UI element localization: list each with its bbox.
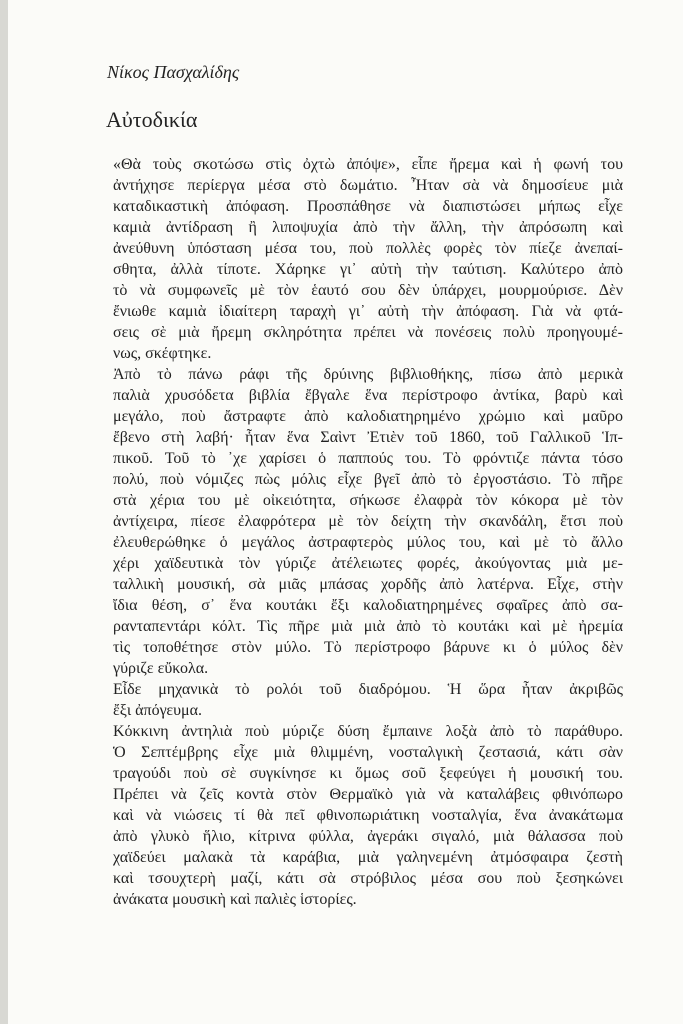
paragraph-3	[103, 679, 623, 721]
paragraph-line: σεις σὲ μιὰ ἤρεμη σκληρότητα πρέπει νὰ πονέσεις πολὺ προηγουμέ-	[113, 324, 623, 341]
paragraph-line: ἔβενο στὴ λαβή· ἦταν ἕνα Σαὶντ Ἐτιὲν τοῦ 1860, τοῦ Γαλλικοῦ Ἱπ-	[113, 429, 623, 446]
paragraph-line: τραγούδι ποὺ σὲ συγκίνησε κι ὅμως σοῦ ξεφεύγει ἡ μουσική του.	[113, 765, 623, 782]
paragraph-line: ρανταπεντάρι κόλτ. Τὶς πῆρε μιὰ μιὰ ἀπὸ τὸ κουτάκι καὶ μὲ ἠρεμία	[113, 618, 623, 635]
paragraph-line: γύριζε εὔκολα.	[113, 660, 209, 677]
document-content	[103, 60, 623, 910]
paragraph-line: χαϊδεύει μαλακὰ τὰ καράβια, μιὰ γαληνεμένη ἀτμόσφαιρα ζεστὴ	[113, 849, 623, 866]
paragraph-line: σθητα, ἀλλὰ τίποτε. Χάρηκε γι᾿ αὐτὴ τὴν ταύτιση. Καλύτερο ἀπὸ	[113, 261, 623, 278]
paragraph-line: ἴδια θέση, σ᾿ ἕνα κουτάκι ἔξι καλοδιατηρημένες σφαῖρες ἀπὸ σα-	[113, 597, 623, 614]
paragraph-line: νως, σκέφτηκε.	[113, 345, 212, 362]
paragraph-line: Ἀπὸ τὸ πάνω ράφι τῆς δρύινης βιβλιοθήκης, πίσω ἀπὸ μερικὰ	[113, 366, 623, 383]
author-name: Νίκος Πασχαλίδης	[107, 62, 240, 82]
paragraph-line: ἀντίχειρα, πίεσε ἐλαφρότερα μὲ τὸν δείχτη τὴν σκανδάλη, ἔτσι ποὺ	[113, 513, 623, 530]
paragraph-line: χέρι χαϊδευτικὰ τὸν γύριζε ἀτέλειωτες φορές, ἀκούγοντας μιὰ με-	[113, 555, 623, 572]
paragraph-line: πολύ, ποὺ νόμιζες πὼς μόλις εἶχε βγεῖ ἀπὸ τὸ ἐργοστάσιο. Τὸ πῆρε	[113, 471, 623, 488]
paragraph-line: καὶ τσουχτερὴ μαζί, κάτι σὰ στρόβιλος μέσα σου ποὺ ξεσηκώνει	[113, 870, 623, 887]
paragraph-line: παλιὰ χρυσόδετα βιβλία ἔβγαλε ἕνα περίστροφο ἀντίκα, βαρὺ καὶ	[113, 387, 623, 404]
paragraph-line: μεγάλο, ποὺ ἄστραφτε ἀπὸ καλοδιατηρημένο χρώμιο καὶ μαῦρο	[113, 408, 623, 425]
paragraph-line: ἔνιωθε καμιὰ ἰδιαίτερη ταραχὴ γι᾿ αὐτὴ τὴν ἀπόφαση. Γιὰ νὰ φτά-	[113, 303, 623, 320]
paragraph-line: στὰ χέρια του μὲ οἰκειότητα, σήκωσε ἐλαφρὰ τὸν κόκορα μὲ τὸν	[113, 492, 623, 509]
paragraph-4	[103, 721, 623, 910]
page-title: Αὐτοδικία	[106, 107, 198, 132]
paragraph-line: καὶ νὰ νιώσεις τί θὰ πεῖ φθινοπωριάτικη νοσταλγία, ἕνα ἀνακάτωμα	[113, 807, 623, 824]
paragraph-line: ἀπὸ γλυκὸ ἥλιο, κίτρινα φύλλα, ἀγεράκι σιγαλό, μιὰ θάλασσα ποὺ	[113, 828, 623, 845]
paragraph-line: «Θὰ τοὺς σκοτώσω στὶς ὀχτὼ ἀπόψε», εἶπε ἤρεμα καὶ ἡ φωνή του	[113, 156, 623, 173]
paragraph-line: ἐλευθερώθηκε ὁ μεγάλος ἀστραφτερὸς μύλος του, καὶ μὲ τὸ ἄλλο	[113, 534, 623, 551]
paragraph-line: Εἶδε μηχανικὰ τὸ ρολόι τοῦ διαδρόμου. Ἡ ὥρα ἦταν ἀκριβῶς	[113, 681, 623, 698]
paragraph-line: Κόκκινη ἀντηλιὰ ποὺ μύριζε δύση ἔμπαινε λοξὰ ἀπὸ τὸ παράθυρο.	[113, 723, 623, 740]
paragraph-line: Πρέπει νὰ ζεῖς κοντὰ στὸν Θερμαϊκὸ γιὰ νὰ καταλάβεις φθινόπωρο	[113, 786, 623, 803]
paragraph-line: ἀνάκατα μουσικὴ καὶ παλιὲς ἱστορίες.	[113, 891, 357, 908]
paragraph-line: καταδικαστικὴ ἀπόφαση. Προσπάθησε νὰ διαπιστώσει μήπως εἶχε	[113, 198, 623, 215]
paragraph-line: ἀνεύθυνη ὑπόσταση μέσα του, ποὺ πολλὲς φορὲς τὸν πίεζε ἀνεπαί-	[113, 240, 623, 257]
paragraph-line: ἔξι ἀπόγευμα.	[113, 702, 203, 719]
paragraph-line: πικοῦ. Τοῦ τὸ ᾽χε χαρίσει ὁ παππούς του. Τὸ φρόντιζε πάντα τόσο	[113, 450, 623, 467]
paragraph-line: ἀντήχησε περίεργα μέσα στὸ δωμάτιο. Ἦταν σὰ νὰ δημοσίευε μιὰ	[113, 177, 623, 194]
paragraph-line: Ὁ Σεπτέμβρης εἶχε μιὰ θλιμμένη, νοσταλγικὴ ζεστασιά, κάτι σὰν	[113, 744, 623, 761]
paragraph-1	[103, 154, 623, 364]
paragraph-line: τὸ νὰ συμφωνεῖς μὲ τὸν ἑαυτό σου δὲν ὑπάρχει, μουρμούρισε. Δὲν	[113, 282, 623, 299]
paragraph-line: ταλλικὴ μουσική, σὰ μιᾶς μπάσας χορδῆς ἀπὸ λατέρνα. Εἶχε, στὴν	[113, 576, 623, 593]
paragraph-line: τὶς τοποθέτησε στὸν μύλο. Τὸ περίστροφο βάρυνε κι ὁ μύλος δὲν	[113, 639, 623, 656]
paragraph-2	[103, 364, 623, 679]
paragraph-line: καμιὰ ἀντίδραση ἢ λιποψυχία ἀπὸ τὴν ἄλλη, τὴν ἀπρόσωπη καὶ	[113, 219, 623, 236]
